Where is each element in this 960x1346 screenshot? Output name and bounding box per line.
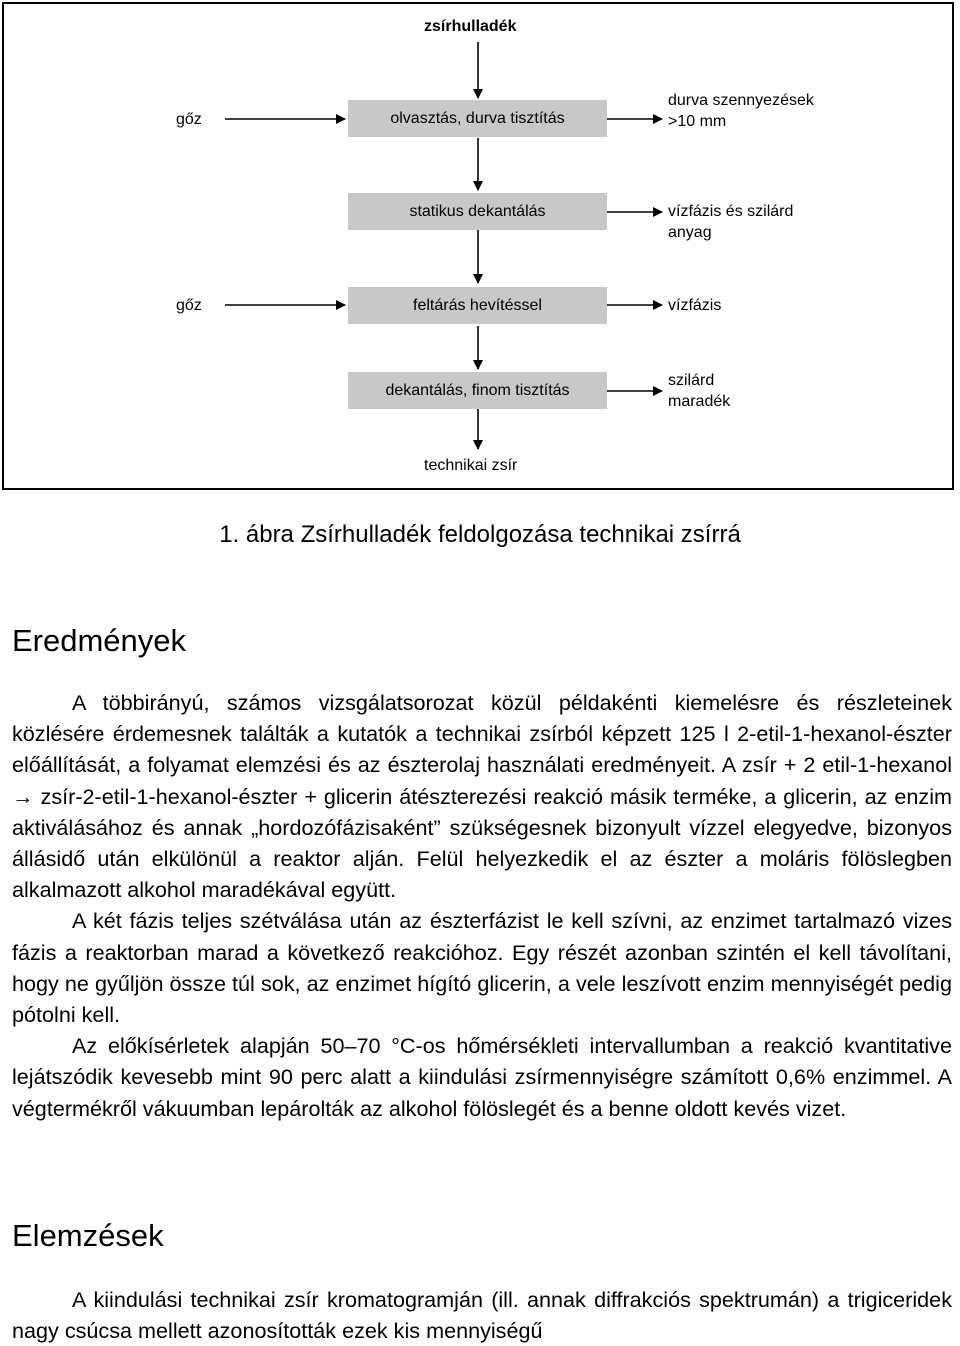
flow-output-water-solid-line1: vízfázis és szilárd xyxy=(668,203,794,220)
paragraph: A két fázis teljes szétválása után az észterfázist le kell szívni, az enzimet tartalmazó vizes fázis a reaktorban marad a következő reakcióhoz. Egy részét azonban szintén el kell távolítani, hogy ne gyűljön össze túl sok, az enzimet hígító glicerin, a vele leszívott enzim mennyiségét pedig pótolni kell. xyxy=(12,908,952,1028)
flow-left-input-steam-1: gőz xyxy=(176,111,202,128)
flow-output-water-solid-line2: anyag xyxy=(668,224,712,241)
section-heading-results: Eredmények xyxy=(12,623,187,658)
flow-left-input-steam-2: gőz xyxy=(176,297,202,314)
flow-output-water: vízfázis xyxy=(668,297,722,314)
paragraph: Az előkísérletek alapján 50–70 °C-os hőmérsékleti intervallumban a reakció kvantitative lejátszódik kevesebb mint 90 perc alatt a kiindulási zsírmennyiségre számított 0,6% enzimmel. A végtermékről vákuumban lepárolták az alkohol fölöslegét és a benne oldott kevés vizet. xyxy=(12,1033,952,1121)
paragraph: A kiindulási technikai zsír kromatogramján (ill. annak diffrakciós spektrumán) a trigiceridek nagy csúcsa mellett azonosították ezek kis mennyiségű xyxy=(12,1287,952,1344)
flow-step-melting: olvasztás, durva tisztítás xyxy=(348,100,607,137)
flow-step-heat-digestion: feltárás hevítéssel xyxy=(348,287,607,324)
paragraph: A többirányú, számos vizsgálatsorozat közül példakénti kiemelésre és részleteinek közlésére érdemesnek találták a kutatók a technikai zsírból képzett 125 l 2-etil-1-hexanol-észter előállítását, a folyamat elemzési és az észterolaj használati eredményeit. A zsír + 2 etil-1-hexanol → zsír-2-etil-1-hexanol-észter + glicerin átészterezési reakció másik terméke, a glicerin, az enzim aktiválásához és annak „hordozófázisaként” szükségesnek bizonyult vízzel elegyedve, bizonyos állásidő után elkülönül a reaktor alján. Felül helyezkedik el az észter a moláris fölöslegben alkalmazott alkohol maradékával együtt. xyxy=(12,690,952,903)
section-body-analyses xyxy=(12,1284,952,1346)
figure-caption: 1. ábra Zsírhulladék feldolgozása technikai zsírrá xyxy=(219,521,741,548)
flow-output-coarse-line2: >10 mm xyxy=(668,113,727,130)
flow-output-residue-line2: maradék xyxy=(668,393,731,410)
flow-output-label: technikai zsír xyxy=(424,457,518,474)
flow-output-residue-line1: szilárd xyxy=(668,372,715,389)
flow-step-static-decanting: statikus dekantálás xyxy=(348,193,607,230)
section-body-results xyxy=(12,687,952,1124)
flow-step-fine-cleaning: dekantálás, finom tisztítás xyxy=(348,372,607,409)
flow-output-coarse-line1: durva szennyezések xyxy=(668,92,814,109)
flow-input-label: zsírhulladék xyxy=(424,18,517,35)
flowchart-arrows xyxy=(0,0,960,500)
section-heading-analyses: Elemzések xyxy=(12,1218,164,1253)
